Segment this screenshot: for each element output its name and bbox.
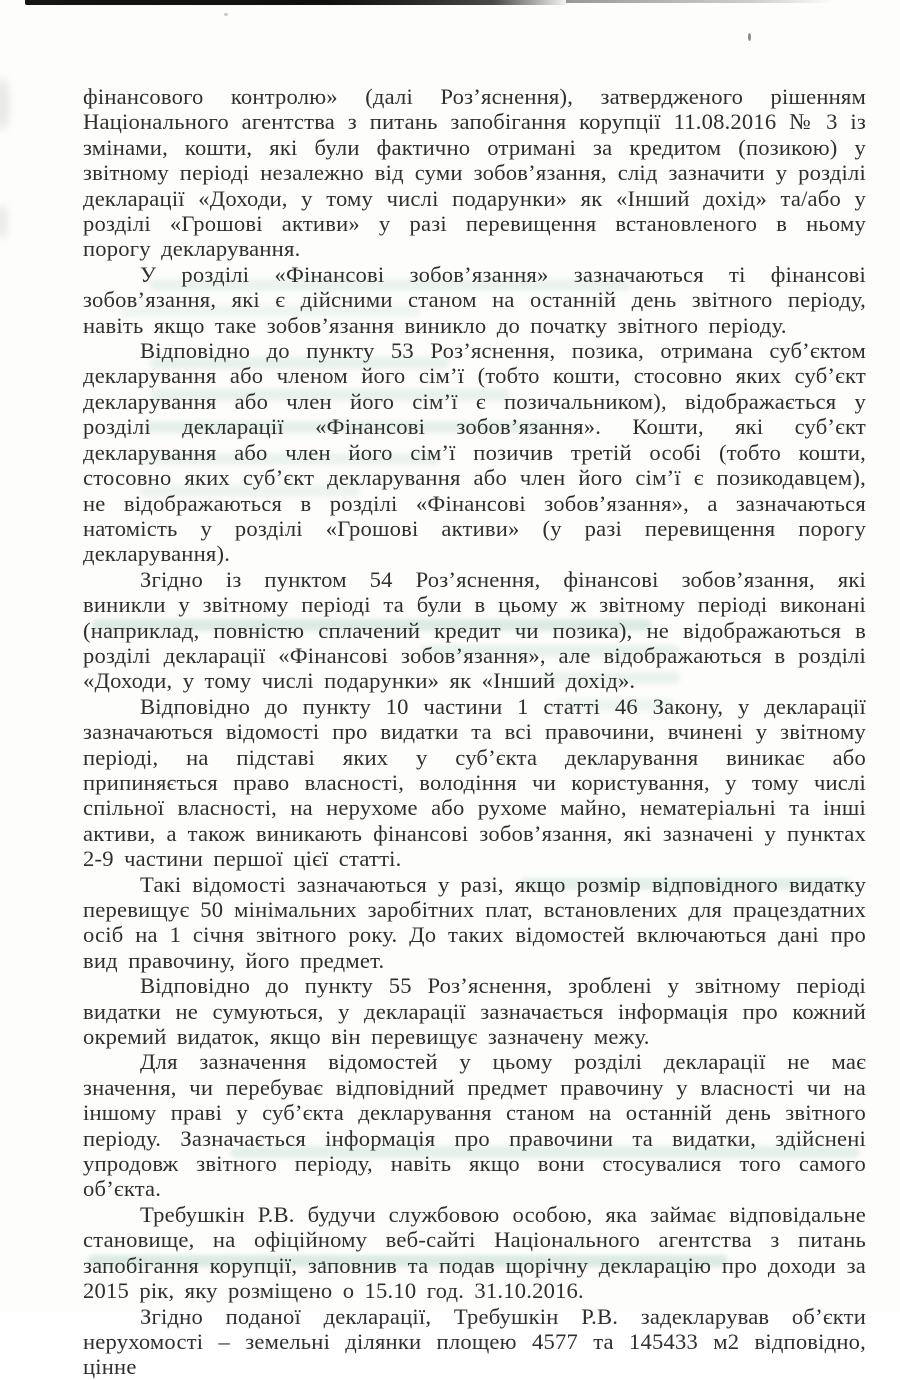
document-paragraph: Згідно із пунктом 54 Роз’яснення, фінансові зобов’язання, які виникли у звітному періоді та були в цьому ж звітному періоді виконані (наприклад, повністю сплачений кредит чи позика), не відображаються в розділі декларації «Фінансові зобов’язання», але відображаються в розділі «Доходи, у тому числі подарунки» як «Інший дохід». xyxy=(83,566,866,694)
scan-edge-artifact-top-faint xyxy=(566,0,834,3)
scan-edge-artifact-top xyxy=(25,0,570,5)
document-paragraph: Відповідно до пункту 53 Роз’яснення, позика, отримана суб’єктом декларування або членом його сім’ї (тобто кошти, стосовно яких суб’єкт декларування або член його сім’ї є позичальником), відображається у розділі декларації «Фінансові зобов’язання». Кошти, які суб’єкт декларування або член його сім’ї позичив третій особі (тобто кошти, стосовно яких суб’єкт декларування або член його сім’ї є позикодавцем), не відображаються в розділі «Фінансові зобов’язання», а зазначаються натомість у розділі «Грошові активи» (у разі перевищення порогу декларування). xyxy=(83,338,866,567)
scan-edge-smudge xyxy=(0,78,10,130)
document-paragraph: Відповідно до пункту 10 частини 1 статті 46 Закону, у декларації зазначаються відомості про видатки та всі правочини, вчинені у звітному періоді, на підставі яких у суб’єкта декларування виникає або припиняється право власності, володіння чи користування, у тому числі спільної власності, на нерухоме або рухоме майно, нематеріальні та інші активи, а також виникають фінансові зобов’язання, які зазначені у пунктах 2-9 частини першої цієї статті. xyxy=(83,693,866,872)
scan-speck xyxy=(224,13,228,16)
document-paragraph: Для зазначення відомостей у цьому розділі декларації не має значення, чи перебуває відповідний предмет правочину у власності чи на іншому праві у суб’єкта декларування станом на останній день звітного періоду. Зазначається інформація про правочини та видатки, здійснені упродовж звітного періоду, навіть якщо вони стосувалися того самого об’єкта. xyxy=(83,1049,866,1202)
document-text xyxy=(83,84,866,1380)
document-paragraph: У розділі «Фінансові зобов’язання» зазначаються ті фінансові зобов’язання, які є дійсними станом на останній день звітного періоду, навіть якщо таке зобов’язання виникло до початку звітного періоду. xyxy=(83,261,866,338)
scan-edge-smudge xyxy=(0,205,8,239)
document-paragraph: Відповідно до пункту 55 Роз’яснення, зроблені у звітному періоді видатки не сумуються, у декларації зазначається інформація про кожний окремий видаток, якщо він перевищує зазначену межу. xyxy=(83,973,866,1050)
document-paragraph: фінансового контролю» (далі Роз’яснення), затвердженого рішенням Національного агентства з питань запобігання корупції 11.08.2016 № 3 із змінами, кошти, які були фактично отримані за кредитом (позикою) у звітному періоді незалежно від суми зобов’язання, слід зазначити у розділі декларації «Доходи, у тому числі подарунки» як «Інший дохід» та/або у розділі «Грошові активи» у разі перевищення встановленого в ньому порогу декларування. xyxy=(83,84,866,262)
scan-speck xyxy=(748,33,751,41)
document-paragraph: Згідно поданої декларації, Требушкін Р.В. задекларував об’єкти нерухомості – земельні ділянки площею 4577 та 145433 м2 відповідно, цінне xyxy=(83,1303,866,1380)
document-paragraph: Такі відомості зазначаються у разі, якщо розмір відповідного видатку перевищує 50 мінімальних заробітних плат, встановлених для працездатних осіб на 1 січня звітного року. До таких відомостей включаються дані про вид правочину, його предмет. xyxy=(83,871,866,973)
document-paragraph: Требушкін Р.В. будучи службовою особою, яка займає відповідальне становище, на офіційному веб-сайті Національного агентства з питань запобігання корупції, заповнив та подав щорічну декларацію про доходи за 2015 рік, яку розміщено о 15.10 год. 31.10.2016. xyxy=(83,1201,866,1304)
